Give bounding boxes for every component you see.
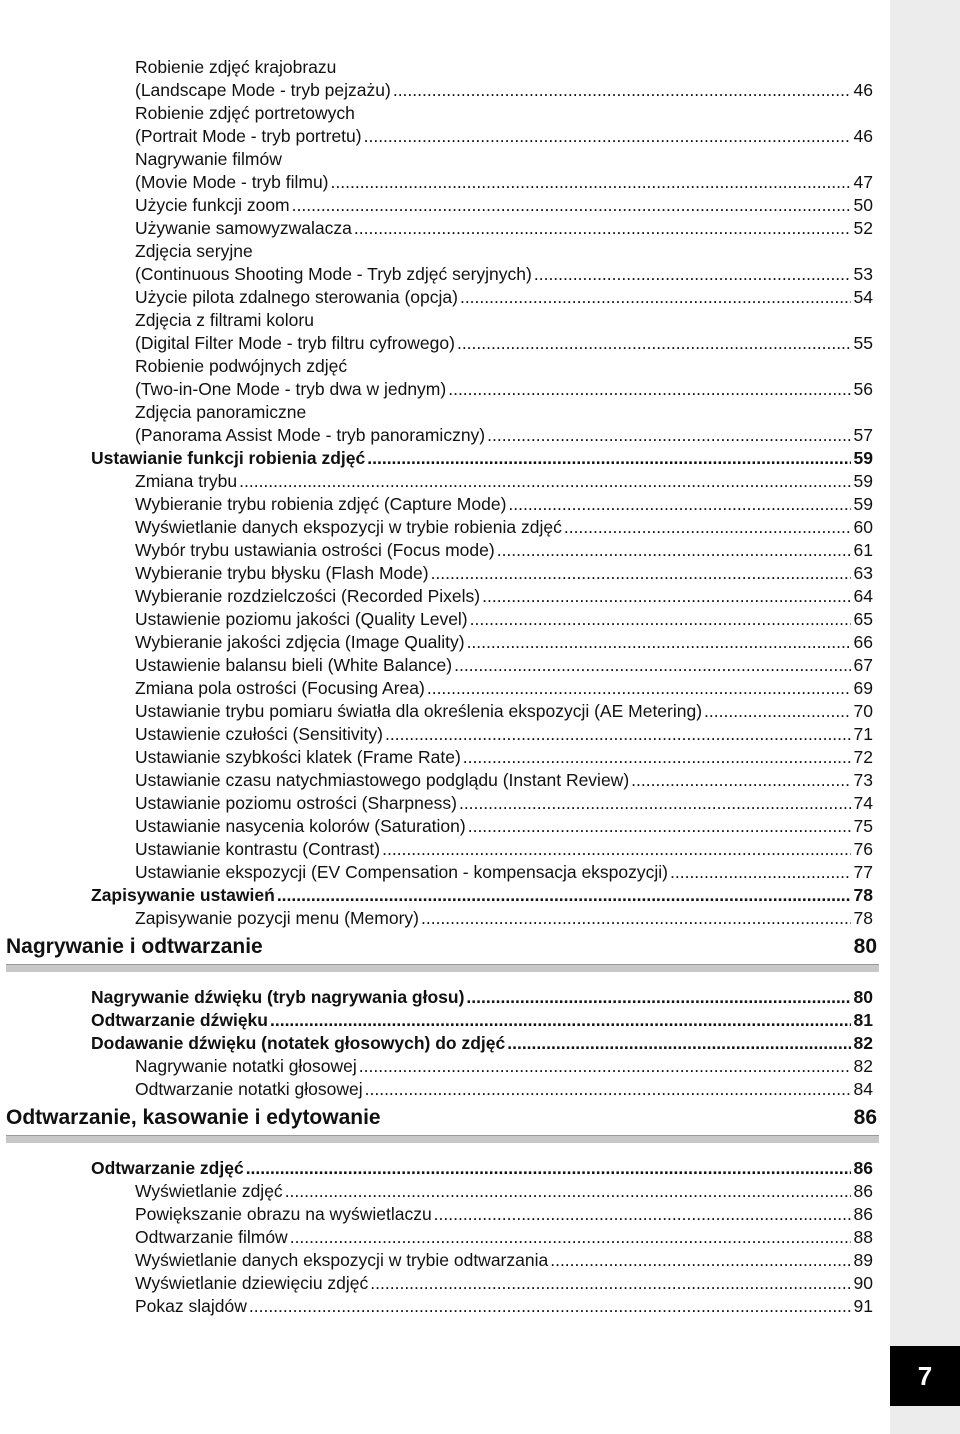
toc-entry-text: Wybieranie rozdzielczości (Recorded Pixels) <box>135 586 481 606</box>
toc-entry-page: 61 <box>853 540 873 560</box>
dot-leader <box>427 677 851 700</box>
toc-entry-page: 84 <box>853 1079 873 1099</box>
toc-entry-title-line <box>0 240 873 263</box>
dot-leader <box>382 838 851 861</box>
toc-entry[interactable] <box>0 470 873 493</box>
toc-entry-page: 54 <box>853 287 873 307</box>
dot-leader <box>249 1295 851 1318</box>
dot-leader <box>448 378 851 401</box>
toc-entry-text: Użycie funkcji zoom <box>135 195 290 215</box>
dot-leader <box>246 1157 851 1180</box>
toc-entry-page: 86 <box>853 1181 873 1201</box>
dot-leader <box>292 194 851 217</box>
toc-entry-text: Ustawianie trybu pomiaru światła dla określenia ekspozycji (AE Metering) <box>135 701 703 721</box>
toc-entry[interactable] <box>0 378 873 401</box>
toc-entry-text: Nagrywanie filmów <box>135 149 282 169</box>
dot-leader <box>270 1009 851 1032</box>
table-of-contents <box>0 56 880 1318</box>
toc-entry-page: 59 <box>853 494 873 514</box>
dot-leader <box>487 424 851 447</box>
toc-entry-page: 72 <box>853 747 873 767</box>
toc-entry[interactable] <box>0 194 873 217</box>
toc-entry[interactable] <box>0 1055 873 1078</box>
toc-entry-page: 71 <box>853 724 873 744</box>
toc-entry[interactable] <box>0 286 873 309</box>
toc-entry[interactable] <box>0 562 873 585</box>
toc-entry[interactable] <box>0 838 873 861</box>
dot-leader <box>468 815 851 838</box>
toc-entry-page: 59 <box>853 471 873 491</box>
toc-entry[interactable] <box>0 125 873 148</box>
toc-entry-title-line <box>0 102 873 125</box>
toc-entry[interactable] <box>0 585 873 608</box>
toc-entry-page: 46 <box>853 80 873 100</box>
toc-entry[interactable] <box>0 1272 873 1295</box>
dot-leader <box>365 1078 851 1101</box>
toc-entry[interactable] <box>0 608 873 631</box>
section-page: 86 <box>853 1106 877 1129</box>
dot-leader <box>277 884 851 907</box>
toc-entry[interactable] <box>0 332 873 355</box>
toc-entry-text: Ustawianie nasycenia kolorów (Saturation) <box>135 816 466 836</box>
dot-leader <box>364 125 851 148</box>
toc-entry[interactable] <box>0 815 873 838</box>
toc-entry[interactable] <box>0 631 873 654</box>
toc-entry-text: (Landscape Mode - tryb pejzażu) <box>135 80 391 100</box>
toc-entry[interactable] <box>0 447 873 470</box>
toc-entry-text: Wybór trybu ustawiania ostrości (Focus mode) <box>135 540 495 560</box>
toc-entry-text: Nagrywanie notatki głosowej <box>135 1056 357 1076</box>
toc-entry-text: Zmiana pola ostrości (Focusing Area) <box>135 678 425 698</box>
toc-entry-text: Ustawienie poziomu jakości (Quality Level) <box>135 609 468 629</box>
toc-entry-text: Wybieranie trybu robienia zdjęć (Capture Mode) <box>135 494 507 514</box>
toc-entry-title-line <box>0 355 873 378</box>
toc-entry[interactable] <box>0 493 873 516</box>
toc-entry-text: Zapisywanie pozycji menu (Memory) <box>135 908 419 928</box>
toc-entry-page: 65 <box>853 609 873 629</box>
dot-leader <box>463 746 851 769</box>
toc-entry-text: Zdjęcia z filtrami koloru <box>135 310 314 330</box>
toc-entry[interactable] <box>0 746 873 769</box>
dot-leader <box>454 654 851 677</box>
toc-entry-page: 47 <box>853 172 873 192</box>
dot-leader <box>460 286 851 309</box>
toc-entry-text: Używanie samowyzwalacza <box>135 218 352 238</box>
toc-entry-page: 53 <box>853 264 873 284</box>
toc-entry[interactable] <box>0 79 873 102</box>
toc-entry[interactable] <box>0 1078 873 1101</box>
toc-entry-page: 86 <box>853 1158 873 1178</box>
side-margin-strip <box>890 0 960 1434</box>
dot-leader <box>370 1272 851 1295</box>
toc-entry-text: Ustawianie poziomu ostrości (Sharpness) <box>135 793 457 813</box>
toc-entry[interactable] <box>0 723 873 746</box>
dot-leader <box>467 631 851 654</box>
page-number-tab: 7 <box>890 1346 960 1406</box>
section-page: 80 <box>853 935 877 958</box>
dot-leader <box>497 539 851 562</box>
dot-leader <box>331 171 851 194</box>
dot-leader <box>354 217 851 240</box>
dot-leader <box>507 1032 851 1055</box>
toc-entry[interactable] <box>0 1226 873 1249</box>
toc-entry-text: Ustawienie czułości (Sensitivity) <box>135 724 383 744</box>
toc-entry-title-line <box>0 148 873 171</box>
toc-entry-page: 81 <box>853 1010 873 1030</box>
dot-leader <box>631 769 851 792</box>
toc-entry[interactable] <box>0 171 873 194</box>
dot-leader <box>457 332 851 355</box>
toc-entry[interactable] <box>0 792 873 815</box>
toc-entry-page: 76 <box>853 839 873 859</box>
toc-entry-page: 56 <box>853 379 873 399</box>
dot-leader <box>421 907 851 930</box>
toc-entry-page: 88 <box>853 1227 873 1247</box>
toc-entry[interactable] <box>0 1157 873 1180</box>
toc-entry[interactable] <box>0 424 873 447</box>
toc-entry-text: Robienie podwójnych zdjęć <box>135 356 348 376</box>
toc-entry[interactable] <box>0 884 873 907</box>
toc-entry-text: (Movie Mode - tryb filmu) <box>135 172 329 192</box>
toc-entry-text: Dodawanie dźwięku (notatek głosowych) do zdjęć <box>91 1033 506 1053</box>
toc-entry-text: Wybieranie jakości zdjęcia (Image Quality) <box>135 632 465 652</box>
toc-entry[interactable] <box>0 1009 873 1032</box>
toc-entry-text: Ustawianie czasu natychmiastowego podglądu (Instant Review) <box>135 770 630 790</box>
toc-entry-page: 82 <box>853 1033 873 1053</box>
toc-entry[interactable] <box>0 861 873 884</box>
toc-entry-text: Robienie zdjęć portretowych <box>135 103 355 123</box>
dot-leader <box>385 723 851 746</box>
toc-entry-text: Ustawianie szybkości klatek (Frame Rate) <box>135 747 461 767</box>
toc-entry-page: 70 <box>853 701 873 721</box>
dot-leader <box>285 1180 851 1203</box>
dot-leader <box>704 700 851 723</box>
toc-entry-page: 59 <box>853 448 873 468</box>
toc-entry-page: 46 <box>853 126 873 146</box>
toc-entry-text: (Panorama Assist Mode - tryb panoramiczny) <box>135 425 486 445</box>
toc-entry-page: 80 <box>853 987 873 1007</box>
dot-leader <box>434 1203 851 1226</box>
toc-entry-text: Wyświetlanie dziewięciu zdjęć <box>135 1273 369 1293</box>
toc-entry-text: Zmiana trybu <box>135 471 238 491</box>
toc-entry-text: Robienie zdjęć krajobrazu <box>135 57 337 77</box>
toc-entry-page: 55 <box>853 333 873 353</box>
toc-entry-page: 78 <box>853 885 873 905</box>
toc-entry-text: Wyświetlanie zdjęć <box>135 1181 283 1201</box>
toc-section-heading <box>0 1103 879 1143</box>
dot-leader <box>550 1249 851 1272</box>
toc-entry-page: 78 <box>853 908 873 928</box>
dot-leader <box>290 1226 851 1249</box>
toc-entry[interactable] <box>0 677 873 700</box>
toc-entry-text: Wybieranie trybu błysku (Flash Mode) <box>135 563 429 583</box>
toc-entry-page: 86 <box>853 1204 873 1224</box>
dot-leader <box>359 1055 851 1078</box>
dot-leader <box>459 792 851 815</box>
toc-entry-text: Ustawienie balansu bieli (White Balance) <box>135 655 453 675</box>
section-title: Nagrywanie i odtwarzanie <box>6 935 263 958</box>
toc-entry-page: 77 <box>853 862 873 882</box>
toc-entry-title-line <box>0 309 873 332</box>
toc-entry[interactable] <box>0 217 873 240</box>
section-underline-bar <box>6 1135 879 1143</box>
toc-entry-text: Wyświetlanie danych ekspozycji w trybie robienia zdjęć <box>135 517 562 537</box>
toc-entry-text: Zdjęcia seryjne <box>135 241 253 261</box>
toc-entry[interactable] <box>0 907 873 930</box>
section-title: Odtwarzanie, kasowanie i edytowanie <box>6 1106 381 1129</box>
toc-entry-text: Zdjęcia panoramiczne <box>135 402 307 422</box>
toc-entry-text: Ustawianie kontrastu (Contrast) <box>135 839 381 859</box>
toc-entry-page: 74 <box>853 793 873 813</box>
toc-entry-text: Odtwarzanie zdjęć <box>91 1158 244 1178</box>
toc-entry-text: (Continuous Shooting Mode - Tryb zdjęć seryjnych) <box>135 264 532 284</box>
toc-entry-page: 60 <box>853 517 873 537</box>
toc-entry-text: Pokaz slajdów <box>135 1296 247 1316</box>
toc-entry-page: 64 <box>853 586 873 606</box>
toc-entry[interactable] <box>0 516 873 539</box>
toc-entry-text: (Digital Filter Mode - tryb filtru cyfrowego) <box>135 333 455 353</box>
toc-entry-title-line <box>0 56 873 79</box>
toc-entry[interactable] <box>0 539 873 562</box>
toc-entry-text: Odtwarzanie dźwięku <box>91 1010 268 1030</box>
dot-leader <box>508 493 851 516</box>
dot-leader <box>393 79 851 102</box>
toc-entry-text: Powiększanie obrazu na wyświetlaczu <box>135 1204 432 1224</box>
dot-leader <box>670 861 851 884</box>
toc-entry-page: 69 <box>853 678 873 698</box>
toc-entry[interactable] <box>0 1032 873 1055</box>
dot-leader <box>470 608 851 631</box>
toc-entry-page: 57 <box>853 425 873 445</box>
toc-entry[interactable] <box>0 769 873 792</box>
toc-entry-text: Zapisywanie ustawień <box>91 885 275 905</box>
dot-leader <box>482 585 851 608</box>
toc-entry-text: Nagrywanie dźwięku (tryb nagrywania głosu) <box>91 987 465 1007</box>
toc-entry[interactable] <box>0 986 873 1009</box>
dot-leader <box>466 986 851 1009</box>
toc-entry-page: 91 <box>853 1296 873 1316</box>
toc-entry-page: 82 <box>853 1056 873 1076</box>
toc-entry-page: 67 <box>853 655 873 675</box>
toc-entry-text: Wyświetlanie danych ekspozycji w trybie odtwarzania <box>135 1250 549 1270</box>
toc-section-heading <box>0 932 879 972</box>
dot-leader <box>239 470 851 493</box>
dot-leader <box>431 562 851 585</box>
toc-entry-text: Odtwarzanie filmów <box>135 1227 288 1247</box>
toc-entry[interactable] <box>0 263 873 286</box>
toc-entry-page: 89 <box>853 1250 873 1270</box>
toc-entry[interactable] <box>0 1180 873 1203</box>
dot-leader <box>534 263 851 286</box>
toc-entry-text: (Portrait Mode - tryb portretu) <box>135 126 362 146</box>
section-underline-bar <box>6 964 879 972</box>
toc-entry-text: Ustawianie ekspozycji (EV Compensation - kompensacja ekspozycji) <box>135 862 668 882</box>
toc-entry-page: 66 <box>853 632 873 652</box>
toc-entry[interactable] <box>0 1203 873 1226</box>
toc-entry[interactable] <box>0 1295 873 1318</box>
toc-entry-page: 52 <box>853 218 873 238</box>
toc-entry-text: Użycie pilota zdalnego sterowania (opcja) <box>135 287 458 307</box>
toc-entry[interactable] <box>0 700 873 723</box>
toc-entry-text: Odtwarzanie notatki głosowej <box>135 1079 363 1099</box>
dot-leader <box>564 516 851 539</box>
toc-entry-page: 90 <box>853 1273 873 1293</box>
toc-entry-page: 75 <box>853 816 873 836</box>
toc-entry-title-line <box>0 401 873 424</box>
toc-entry-page: 50 <box>853 195 873 215</box>
toc-entry[interactable] <box>0 654 873 677</box>
toc-entry[interactable] <box>0 1249 873 1272</box>
toc-entry-text: Ustawianie funkcji robienia zdjęć <box>91 448 366 468</box>
dot-leader <box>367 447 851 470</box>
toc-entry-page: 63 <box>853 563 873 583</box>
toc-entry-page: 73 <box>853 770 873 790</box>
toc-entry-text: (Two-in-One Mode - tryb dwa w jednym) <box>135 379 447 399</box>
